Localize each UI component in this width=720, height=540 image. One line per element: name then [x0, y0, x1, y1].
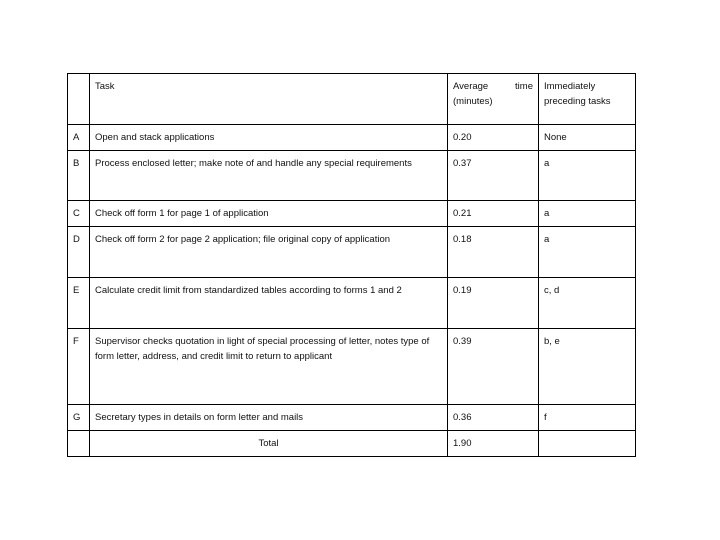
row-task: Check off form 1 for page 1 of application [90, 201, 448, 227]
row-preceding: b, e [539, 329, 636, 405]
header-id [68, 74, 90, 125]
row-preceding: a [539, 151, 636, 201]
total-label: Total [90, 431, 448, 457]
header-task: Task [90, 74, 448, 125]
row-time: 0.37 [448, 151, 539, 201]
total-row [68, 431, 636, 457]
row-time: 0.19 [448, 278, 539, 329]
row-preceding: a [539, 201, 636, 227]
row-time: 0.21 [448, 201, 539, 227]
header-average-label: Average [453, 81, 489, 92]
row-task: Supervisor checks quotation in light of special processing of letter, notes type of form letter, address, and credit limit to return to applicant [90, 329, 448, 405]
total-id [68, 431, 90, 457]
row-time: 0.20 [448, 125, 539, 151]
header-preceding: Immediately preceding tasks [539, 74, 636, 125]
task-table [67, 73, 636, 457]
header-minutes-label: (minutes) [453, 96, 493, 107]
header-row [68, 74, 636, 125]
row-id: A [68, 125, 90, 151]
row-task: Process enclosed letter; make note of and handle any special requirements [90, 151, 448, 201]
table-row [68, 227, 636, 278]
row-preceding: c, d [539, 278, 636, 329]
table-row [68, 278, 636, 329]
total-time: 1.90 [448, 431, 539, 457]
row-task: Check off form 2 for page 2 application; file original copy of application [90, 227, 448, 278]
row-time: 0.36 [448, 405, 539, 431]
row-id: C [68, 201, 90, 227]
row-preceding: f [539, 405, 636, 431]
table-row [68, 201, 636, 227]
row-task: Calculate credit limit from standardized tables according to forms 1 and 2 [90, 278, 448, 329]
table-row [68, 125, 636, 151]
header-average-time [448, 74, 539, 125]
row-id: E [68, 278, 90, 329]
row-preceding: None [539, 125, 636, 151]
header-time-label: time [515, 81, 533, 92]
table-row [68, 151, 636, 201]
row-id: G [68, 405, 90, 431]
row-id: D [68, 227, 90, 278]
row-time: 0.39 [448, 329, 539, 405]
row-id: B [68, 151, 90, 201]
row-preceding: a [539, 227, 636, 278]
table-row [68, 405, 636, 431]
row-id: F [68, 329, 90, 405]
row-task: Secretary types in details on form letter and mails [90, 405, 448, 431]
table-row [68, 329, 636, 405]
row-task: Open and stack applications [90, 125, 448, 151]
total-preceding [539, 431, 636, 457]
row-time: 0.18 [448, 227, 539, 278]
